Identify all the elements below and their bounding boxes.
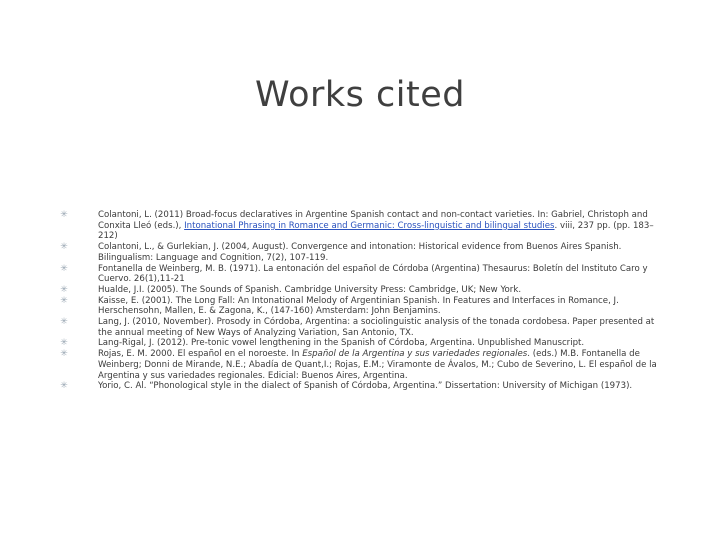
asterisk-bullet-icon: ✳ xyxy=(60,381,68,392)
references-list xyxy=(58,210,658,392)
reference-text: Colantoni, L. (2011) Broad-focus declaratives in Argentine Spanish contact and non-contact varieties. In: Gabriel, Christoph and Conxita Lleó (eds.), xyxy=(98,210,648,231)
reference-text: Rojas, E. M. 2000. El español en el noroeste. In xyxy=(98,349,303,360)
reference-text: Lang-Rigal, J. (2012). Pre-tonic vowel lengthening in the Spanish of Córdoba, Argentina. Unpublished Manuscript. xyxy=(98,338,585,349)
reference-item xyxy=(58,210,658,242)
asterisk-bullet-icon: ✳ xyxy=(60,242,68,253)
reference-text: Colantoni, L., & Gurlekian, J. (2004, August). Convergence and intonation: Historical evidence from Buenos Aires Spanish. Bilingualism: Language and Cognition, 7(2), 107-119. xyxy=(98,242,622,263)
reference-text: Yorio, C. Al. “Phonological style in the dialect of Spanish of Córdoba, Argentina.” Dissertation: University of Michigan (1973). xyxy=(98,381,633,392)
reference-text: . viii, 237 pp. (pp. 183–212) xyxy=(98,220,654,242)
reference-item xyxy=(58,296,658,317)
reference-item xyxy=(58,338,658,349)
asterisk-bullet-icon: ✳ xyxy=(60,317,68,328)
reference-item xyxy=(58,381,658,392)
reference-text: . (eds.) M.B. Fontanella de Weinberg; Donni de Mirande, N.E.; Abadía de Quant,I.; Rojas, E.M.; Viramonte de Ávalos, M.; Cubo de Severino, L. El español de la Argentina y sus variedades regionales. Edicial: Buenos Aires, Argentina. xyxy=(98,349,657,381)
page-title: Works cited xyxy=(255,75,465,116)
reference-text: Lang, J. (2010, November). Prosody in Córdoba, Argentina: a sociolinguistic analysis of the tonada cordobesa. Paper presented at the annual meeting of New Ways of Analyzing Variation, San Antonio, TX. xyxy=(98,317,655,338)
reference-text: Hualde, J.I. (2005). The Sounds of Spanish. Cambridge University Press: Cambridge, UK; New York. xyxy=(98,284,522,295)
reference-link[interactable]: Intonational Phrasing in Romance and Germanic: Cross-linguistic and bilingual studies xyxy=(184,220,555,231)
reference-item xyxy=(58,317,658,338)
reference-item xyxy=(58,349,658,381)
asterisk-bullet-icon: ✳ xyxy=(60,349,68,360)
asterisk-bullet-icon: ✳ xyxy=(60,210,68,220)
asterisk-bullet-icon: ✳ xyxy=(60,295,68,306)
asterisk-bullet-icon: ✳ xyxy=(60,284,68,295)
reference-text: Fontanella de Weinberg, M. B. (1971). La entonación del español de Córdoba (Argentina) Thesaurus: Boletín del Instituto Caro y Cuervo. 26(1),11-21 xyxy=(98,263,648,285)
reference-italic-title: Español de la Argentina y sus variedades regionales xyxy=(302,349,528,360)
asterisk-bullet-icon: ✳ xyxy=(60,263,68,274)
reference-item xyxy=(58,242,658,263)
reference-item xyxy=(58,264,658,285)
asterisk-bullet-icon: ✳ xyxy=(60,338,68,349)
reference-text: Kaisse, E. (2001). The Long Fall: An Intonational Melody of Argentinian Spanish. In Features and Interfaces in Romance, J. Herschensohn, Mallen, E. & Zagona, K., (147-160) Amsterdam: John Benjamins. xyxy=(98,295,619,317)
reference-item xyxy=(58,285,658,296)
